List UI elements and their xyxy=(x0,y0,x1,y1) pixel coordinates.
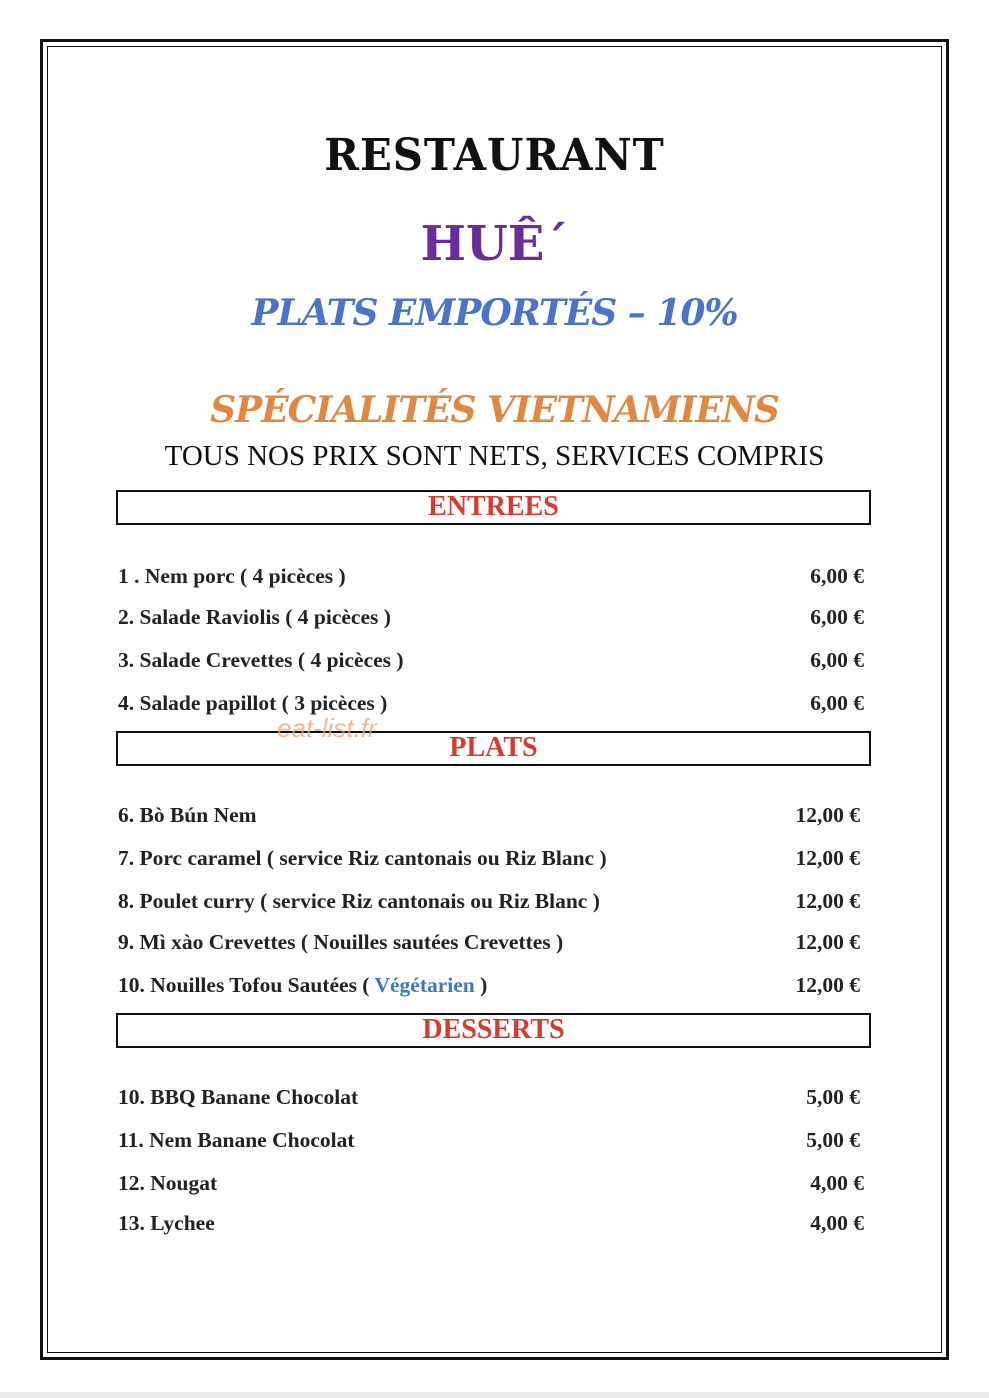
menu-item xyxy=(118,803,864,829)
item-price: 12,00 € xyxy=(795,930,860,954)
menu-item xyxy=(118,1128,864,1154)
menu-item xyxy=(118,930,864,956)
item-price: 4,00 € xyxy=(810,1171,864,1195)
item-price: 12,00 € xyxy=(795,973,860,997)
menu-item xyxy=(118,648,864,674)
section-header-plats: PLATS xyxy=(116,731,871,766)
item-name: 11. Nem Banane Chocolat xyxy=(118,1128,355,1152)
item-price: 5,00 € xyxy=(806,1085,860,1109)
section-header-entrees: ENTREES xyxy=(116,490,871,525)
item-price: 12,00 € xyxy=(795,889,860,913)
restaurant-name: HUÊ´ xyxy=(420,216,569,272)
menu-item xyxy=(118,973,864,999)
item-name: 13. Lychee xyxy=(118,1211,215,1235)
item-name: 8. Poulet curry ( service Riz cantonais ou Riz Blanc ) xyxy=(118,889,600,913)
menu-item xyxy=(118,605,864,631)
item-price: 5,00 € xyxy=(806,1128,860,1152)
menu-item xyxy=(118,691,864,717)
item-name xyxy=(118,973,487,998)
item-name: 6. Bò Bún Nem xyxy=(118,803,257,827)
item-name: 12. Nougat xyxy=(118,1171,218,1195)
vegetarian-label: Végétarien xyxy=(374,973,475,997)
menu-item xyxy=(118,1171,864,1197)
specialty-heading: SPÉCIALITÉS VIETNAMIENS xyxy=(210,389,779,431)
item-price: 6,00 € xyxy=(810,691,864,715)
item-price: 12,00 € xyxy=(795,803,860,827)
restaurant-title: RESTAURANT xyxy=(324,130,665,181)
menu-item xyxy=(118,1211,864,1237)
item-price: 6,00 € xyxy=(810,605,864,629)
item-name: 7. Porc caramel ( service Riz cantonais ou Riz Blanc ) xyxy=(118,846,607,870)
watermark: eat-list.fr xyxy=(277,713,377,743)
item-name: 9. Mì xào Crevettes ( Nouilles sautées Crevettes ) xyxy=(118,930,564,954)
prices-note: TOUS NOS PRIX SONT NETS, SERVICES COMPRIS xyxy=(164,440,825,472)
item-name: 2. Salade Raviolis ( 4 picèces ) xyxy=(118,605,391,629)
item-name-prefix: 10. Nouilles Tofou Sautées ( xyxy=(118,973,375,997)
item-price: 4,00 € xyxy=(810,1211,864,1235)
item-name: 10. BBQ Banane Chocolat xyxy=(118,1085,359,1109)
item-name: 4. Salade papillot ( 3 picèces ) xyxy=(118,691,388,715)
menu-item xyxy=(118,889,864,915)
item-name-suffix: ) xyxy=(474,973,488,997)
item-price: 6,00 € xyxy=(810,648,864,672)
item-name: 1 . Nem porc ( 4 picèces ) xyxy=(118,564,346,588)
item-price: 12,00 € xyxy=(795,846,860,870)
section-header-desserts: DESSERTS xyxy=(116,1013,871,1048)
menu-item xyxy=(118,846,864,872)
takeaway-discount: PLATS EMPORTÉS – 10% xyxy=(251,292,738,334)
menu-item xyxy=(118,564,864,590)
item-name: 3. Salade Crevettes ( 4 picèces ) xyxy=(118,648,404,672)
item-price: 6,00 € xyxy=(810,564,864,588)
menu-item xyxy=(118,1085,864,1111)
